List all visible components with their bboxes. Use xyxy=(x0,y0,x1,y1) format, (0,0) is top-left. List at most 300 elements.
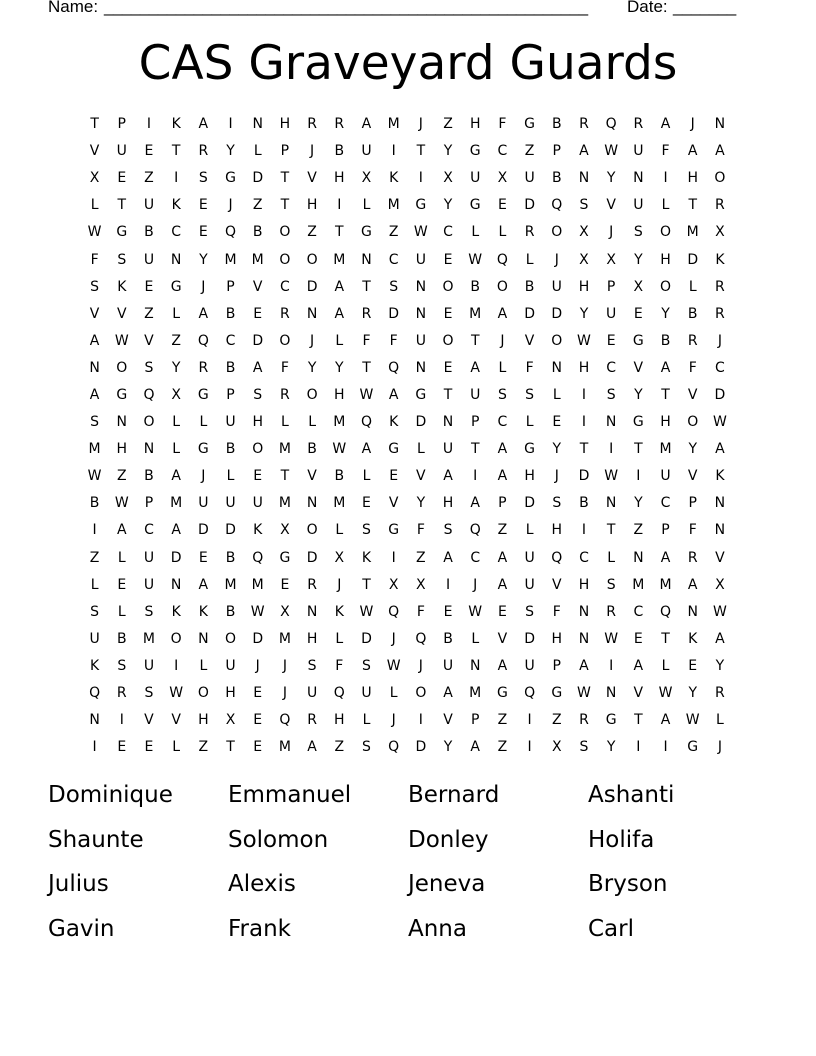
grid-letter: C xyxy=(497,414,508,431)
grid-letter: S xyxy=(552,495,562,512)
date-field-line[interactable]: _______ xyxy=(673,0,736,16)
grid-letter: E xyxy=(198,224,208,241)
grid-letter: L xyxy=(498,224,507,241)
grid-letter: Q xyxy=(660,603,672,620)
word-list-item: Frank xyxy=(228,915,292,942)
grid-letter: K xyxy=(198,603,208,620)
grid-letter: G xyxy=(415,197,427,214)
grid-letter: D xyxy=(687,251,699,268)
grid-letter: M xyxy=(278,739,291,756)
grid-letter: J xyxy=(690,116,695,133)
grid-letter: A xyxy=(470,495,480,512)
grid-letter: Y xyxy=(688,685,697,702)
grid-row xyxy=(81,301,741,328)
grid-letter: N xyxy=(578,630,590,647)
grid-letter: N xyxy=(633,170,644,187)
grid-row xyxy=(81,219,741,246)
grid-letter: Y xyxy=(688,441,697,458)
grid-letter: N xyxy=(306,495,318,512)
grid-letter: E xyxy=(198,549,208,566)
grid-letter: Z xyxy=(89,549,100,566)
grid-letter: O xyxy=(442,278,454,295)
grid-letter: T xyxy=(335,224,344,241)
grid-letter: G xyxy=(388,441,400,458)
grid-letter: N xyxy=(714,522,726,539)
grid-letter: U xyxy=(470,170,481,187)
grid-letter: N xyxy=(89,359,100,376)
grid-letter: X xyxy=(388,576,399,593)
grid-letter: L xyxy=(199,414,208,431)
grid-letter: D xyxy=(551,305,563,322)
grid-letter: B xyxy=(443,630,453,647)
grid-letter: M xyxy=(333,495,346,512)
grid-letter: M xyxy=(469,685,482,702)
grid-letter: M xyxy=(659,576,672,593)
grid-letter: V xyxy=(687,386,698,403)
grid-letter: S xyxy=(90,603,100,620)
grid-letter: W xyxy=(577,685,591,702)
grid-letter: D xyxy=(306,278,318,295)
grid-letter: H xyxy=(225,685,236,702)
grid-letter: W xyxy=(386,657,401,674)
grid-letter: N xyxy=(714,495,726,512)
grid-letter: Y xyxy=(226,143,235,160)
grid-letter: S xyxy=(497,386,507,403)
grid-letter: J xyxy=(554,468,559,485)
grid-letter: F xyxy=(90,251,99,268)
grid-letter: E xyxy=(497,197,507,214)
grid-letter: X xyxy=(443,170,453,187)
grid-letter: Y xyxy=(443,739,453,756)
grid-letter: W xyxy=(87,224,102,241)
grid-letter: P xyxy=(280,143,290,160)
grid-letter: Y xyxy=(443,197,453,214)
grid-letter: Y xyxy=(307,359,317,376)
grid-letter: Q xyxy=(551,549,563,566)
grid-letter: W xyxy=(712,603,727,620)
grid-letter: W xyxy=(87,468,102,485)
grid-letter: G xyxy=(197,441,209,458)
grid-letter: D xyxy=(361,630,372,647)
grid-letter: Y xyxy=(661,305,670,322)
grid-letter: Q xyxy=(524,685,536,702)
grid-letter: C xyxy=(443,224,453,241)
grid-letter: D xyxy=(170,549,182,566)
grid-letter: J xyxy=(201,468,206,485)
grid-letter: K xyxy=(253,522,263,539)
grid-row xyxy=(81,545,741,572)
grid-letter: N xyxy=(116,414,128,431)
grid-letter: Z xyxy=(171,332,181,349)
grid-letter: L xyxy=(199,657,208,674)
word-list-item: Donley xyxy=(408,826,489,853)
word-list-item: Bryson xyxy=(588,871,668,897)
grid-letter: J xyxy=(391,630,396,647)
grid-letter: O xyxy=(306,522,318,539)
grid-letter: L xyxy=(172,739,181,756)
grid-letter: Z xyxy=(633,522,644,539)
grid-letter: T xyxy=(226,739,235,756)
grid-letter: F xyxy=(498,116,507,133)
grid-letter: I xyxy=(609,441,614,458)
grid-letter: F xyxy=(416,603,425,620)
grid-letter: Q xyxy=(388,739,400,756)
grid-letter: N xyxy=(306,603,318,620)
grid-letter: M xyxy=(278,630,291,647)
grid-letter: V xyxy=(144,712,154,729)
grid-letter: S xyxy=(362,657,371,674)
grid-letter: Z xyxy=(497,522,508,539)
grid-letter: D xyxy=(415,414,427,431)
grid-letter: V xyxy=(116,305,127,322)
grid-letter: O xyxy=(116,359,128,376)
grid-letter: T xyxy=(416,143,426,160)
grid-letter: Q xyxy=(360,414,372,431)
grid-letter: M xyxy=(224,576,237,593)
grid-letter: A xyxy=(633,657,644,674)
grid-letter: B xyxy=(334,468,345,485)
grid-letter: R xyxy=(307,116,317,133)
grid-letter: T xyxy=(362,278,371,295)
grid-letter: U xyxy=(660,468,671,485)
grid-letter: Y xyxy=(715,657,725,674)
grid-letter: G xyxy=(279,549,291,566)
grid-letter: N xyxy=(469,657,481,674)
grid-letter: C xyxy=(470,549,481,566)
grid-letter: T xyxy=(634,441,643,458)
grid-letter: F xyxy=(688,522,697,539)
grid-letter: S xyxy=(90,414,100,431)
grid-letter: S xyxy=(525,386,535,403)
grid-letter: E xyxy=(144,143,154,160)
grid-letter: N xyxy=(551,359,563,376)
word-list-item: Emmanuel xyxy=(228,782,352,808)
grid-letter: C xyxy=(497,143,508,160)
grid-letter: K xyxy=(171,197,181,214)
grid-letter: I xyxy=(174,170,179,187)
grid-letter: I xyxy=(473,468,478,485)
grid-letter: P xyxy=(470,414,480,431)
grid-letter: E xyxy=(443,305,453,322)
grid-letter: S xyxy=(606,386,616,403)
grid-letter: M xyxy=(333,414,346,431)
grid-letter: P xyxy=(661,522,670,539)
grid-letter: E xyxy=(688,657,698,674)
grid-letter: Y xyxy=(606,170,616,187)
grid-letter: K xyxy=(117,278,127,295)
grid-letter: L xyxy=(362,197,371,214)
grid-letter: E xyxy=(443,603,453,620)
grid-letter: V xyxy=(606,197,616,214)
grid-letter: F xyxy=(280,359,289,376)
grid-letter: I xyxy=(391,549,396,566)
grid-letter: R xyxy=(606,603,617,620)
word-list-item: Dominique xyxy=(48,782,173,808)
name-label: Name: xyxy=(48,0,99,16)
grid-letter: U xyxy=(252,495,263,512)
grid-letter: K xyxy=(389,170,399,187)
name-field-line[interactable]: ______________________________________________________ xyxy=(104,0,588,16)
grid-letter: V xyxy=(497,630,508,647)
grid-letter: K xyxy=(171,603,181,620)
grid-letter: X xyxy=(579,251,589,268)
grid-letter: L xyxy=(117,603,126,620)
grid-letter: V xyxy=(252,278,263,295)
grid-letter: N xyxy=(89,712,100,729)
grid-letter: P xyxy=(552,657,561,674)
grid-letter: B xyxy=(551,116,562,133)
grid-letter: T xyxy=(117,197,127,214)
grid-letter: L xyxy=(525,414,534,431)
grid-letter: A xyxy=(470,739,480,756)
grid-letter: A xyxy=(579,657,589,674)
grid-letter: U xyxy=(415,251,426,268)
grid-row xyxy=(81,274,741,301)
grid-letter: Q xyxy=(252,549,264,566)
word-list-item: Bernard xyxy=(408,782,500,808)
grid-letter: C xyxy=(606,359,617,376)
grid-letter: W xyxy=(577,332,591,349)
grid-letter: W xyxy=(604,630,619,647)
grid-letter: L xyxy=(498,359,507,376)
grid-letter: A xyxy=(443,685,453,702)
grid-letter: A xyxy=(470,359,480,376)
grid-letter: I xyxy=(337,197,342,214)
grid-letter: D xyxy=(714,386,726,403)
grid-letter: L xyxy=(90,576,99,593)
grid-letter: Y xyxy=(634,251,643,268)
grid-letter: Q xyxy=(225,224,237,241)
grid-letter: O xyxy=(197,685,209,702)
grid-letter: F xyxy=(362,332,371,349)
grid-letter: I xyxy=(146,116,152,133)
grid-row xyxy=(81,436,741,463)
grid-letter: Q xyxy=(605,116,617,133)
grid-letter: G xyxy=(225,170,236,187)
grid-letter: A xyxy=(497,549,508,566)
grid-letter: V xyxy=(307,468,317,485)
grid-row xyxy=(81,653,741,680)
grid-letter: G xyxy=(551,685,563,702)
grid-letter: B xyxy=(579,495,589,512)
grid-letter: Z xyxy=(416,549,426,566)
grid-letter: R xyxy=(633,116,644,133)
grid-letter: U xyxy=(524,657,535,674)
grid-letter: J xyxy=(337,576,342,593)
grid-letter: Z xyxy=(307,224,317,241)
grid-letter: W xyxy=(468,251,483,268)
grid-row xyxy=(81,111,741,138)
grid-letter: A xyxy=(252,359,263,376)
grid-letter: J xyxy=(228,197,233,214)
grid-letter: S xyxy=(253,386,263,403)
grid-letter: A xyxy=(334,305,345,322)
grid-letter: L xyxy=(172,305,181,322)
grid-letter: L xyxy=(607,549,616,566)
grid-letter: O xyxy=(714,170,726,187)
grid-letter: R xyxy=(687,549,698,566)
grid-letter: B xyxy=(334,143,345,160)
grid-letter: I xyxy=(581,386,587,403)
grid-letter: Z xyxy=(551,712,562,729)
grid-letter: N xyxy=(415,278,427,295)
grid-letter: H xyxy=(687,170,698,187)
grid-letter: W xyxy=(359,603,374,620)
grid-letter: P xyxy=(688,495,697,512)
grid-letter: W xyxy=(250,603,265,620)
grid-letter: A xyxy=(198,576,209,593)
grid-letter: Y xyxy=(579,305,589,322)
grid-letter: H xyxy=(306,197,318,214)
grid-letter: N xyxy=(361,251,372,268)
grid-letter: B xyxy=(225,305,236,322)
grid-letter: L xyxy=(362,468,371,485)
grid-letter: C xyxy=(579,549,589,566)
grid-letter: I xyxy=(527,739,532,756)
grid-letter: H xyxy=(279,116,291,133)
grid-letter: A xyxy=(361,116,372,133)
grid-letter: O xyxy=(415,685,427,702)
grid-letter: S xyxy=(117,251,127,268)
grid-letter: H xyxy=(469,116,481,133)
grid-letter: R xyxy=(198,359,209,376)
grid-letter: X xyxy=(89,170,100,187)
grid-letter: Y xyxy=(171,359,181,376)
word-list-item: Jeneva xyxy=(408,871,486,897)
grid-letter: D xyxy=(252,170,264,187)
grid-letter: R xyxy=(361,305,372,322)
grid-letter: I xyxy=(119,712,124,729)
grid-letter: O xyxy=(551,332,563,349)
grid-letter: Z xyxy=(144,170,154,187)
grid-letter: I xyxy=(228,116,233,133)
grid-letter: S xyxy=(362,522,371,539)
grid-letter: U xyxy=(551,278,562,295)
grid-letter: L xyxy=(335,522,344,539)
grid-letter: N xyxy=(415,305,427,322)
grid-letter: M xyxy=(333,251,346,268)
grid-letter: N xyxy=(143,441,155,458)
grid-letter: W xyxy=(359,386,374,403)
grid-letter: A xyxy=(497,305,508,322)
grid-letter: Q xyxy=(333,685,345,702)
grid-letter: R xyxy=(198,143,209,160)
grid-letter: G xyxy=(605,712,617,729)
grid-letter: A xyxy=(198,116,209,133)
grid-letter: T xyxy=(606,522,616,539)
grid-letter: L xyxy=(308,414,316,431)
grid-letter: E xyxy=(606,332,616,349)
grid-letter: R xyxy=(687,332,698,349)
grid-letter: J xyxy=(310,143,315,160)
grid-letter: X xyxy=(715,224,725,241)
grid-letter: S xyxy=(525,603,535,620)
grid-letter: X xyxy=(606,251,616,268)
grid-letter: E xyxy=(280,576,290,593)
grid-letter: J xyxy=(418,116,423,133)
grid-letter: P xyxy=(144,495,154,512)
grid-letter: R xyxy=(334,116,345,133)
grid-letter: X xyxy=(171,386,181,403)
grid-letter: S xyxy=(90,278,100,295)
grid-letter: U xyxy=(361,143,372,160)
grid-row xyxy=(81,382,741,409)
grid-letter: Q xyxy=(89,685,101,702)
grid-letter: Y xyxy=(634,386,643,403)
date-label: Date: xyxy=(627,0,668,16)
grid-letter: I xyxy=(663,739,668,756)
grid-letter: D xyxy=(252,332,264,349)
grid-letter: U xyxy=(225,414,236,431)
grid-letter: V xyxy=(687,468,698,485)
grid-letter: E xyxy=(633,305,643,322)
grid-letter: D xyxy=(197,522,209,539)
grid-letter: I xyxy=(663,170,668,187)
grid-letter: X xyxy=(334,549,345,566)
grid-letter: Q xyxy=(388,359,400,376)
grid-letter: W xyxy=(332,441,347,458)
grid-letter: Z xyxy=(252,197,263,214)
grid-letter: A xyxy=(715,630,725,647)
grid-letter: B xyxy=(252,224,263,241)
grid-letter: J xyxy=(418,657,423,674)
grid-letter: C xyxy=(225,332,236,349)
grid-letter: A xyxy=(89,332,100,349)
page-title: CAS Graveyard Guards xyxy=(138,36,678,91)
grid-letter: E xyxy=(253,685,263,702)
grid-letter: Y xyxy=(416,495,426,512)
grid-letter: I xyxy=(418,170,423,187)
grid-row xyxy=(81,707,741,734)
grid-letter: L xyxy=(335,630,344,647)
grid-letter: E xyxy=(443,359,453,376)
grid-letter: H xyxy=(442,495,454,512)
grid-letter: U xyxy=(116,143,127,160)
grid-letter: S xyxy=(144,603,154,620)
grid-letter: R xyxy=(715,305,725,322)
grid-letter: G xyxy=(469,143,481,160)
word-list-item: Shaunte xyxy=(48,826,144,853)
grid-letter: Y xyxy=(552,441,562,458)
grid-letter: M xyxy=(659,441,672,458)
grid-letter: A xyxy=(89,386,100,403)
grid-letter: V xyxy=(89,305,100,322)
grid-letter: A xyxy=(660,116,671,133)
grid-letter: A xyxy=(361,441,372,458)
grid-letter: M xyxy=(251,251,264,268)
grid-letter: L xyxy=(552,386,561,403)
grid-letter: B xyxy=(144,224,154,241)
grid-letter: V xyxy=(443,712,453,729)
grid-letter: F xyxy=(335,657,344,674)
grid-letter: X xyxy=(361,170,372,187)
grid-letter: J xyxy=(391,712,396,729)
word-list-item: Ashanti xyxy=(588,782,675,808)
grid-letter: P xyxy=(470,712,480,729)
grid-letter: K xyxy=(715,251,725,268)
grid-letter: E xyxy=(144,278,154,295)
grid-letter: R xyxy=(116,685,127,702)
grid-letter: E xyxy=(389,468,399,485)
grid-letter: L xyxy=(661,197,670,214)
grid-letter: O xyxy=(279,332,291,349)
grid-letter: I xyxy=(527,712,532,729)
grid-letter: N xyxy=(605,495,617,512)
grid-row xyxy=(81,246,741,273)
grid-letter: G xyxy=(361,224,372,241)
grid-letter: N xyxy=(714,116,726,133)
grid-letter: N xyxy=(306,305,318,322)
